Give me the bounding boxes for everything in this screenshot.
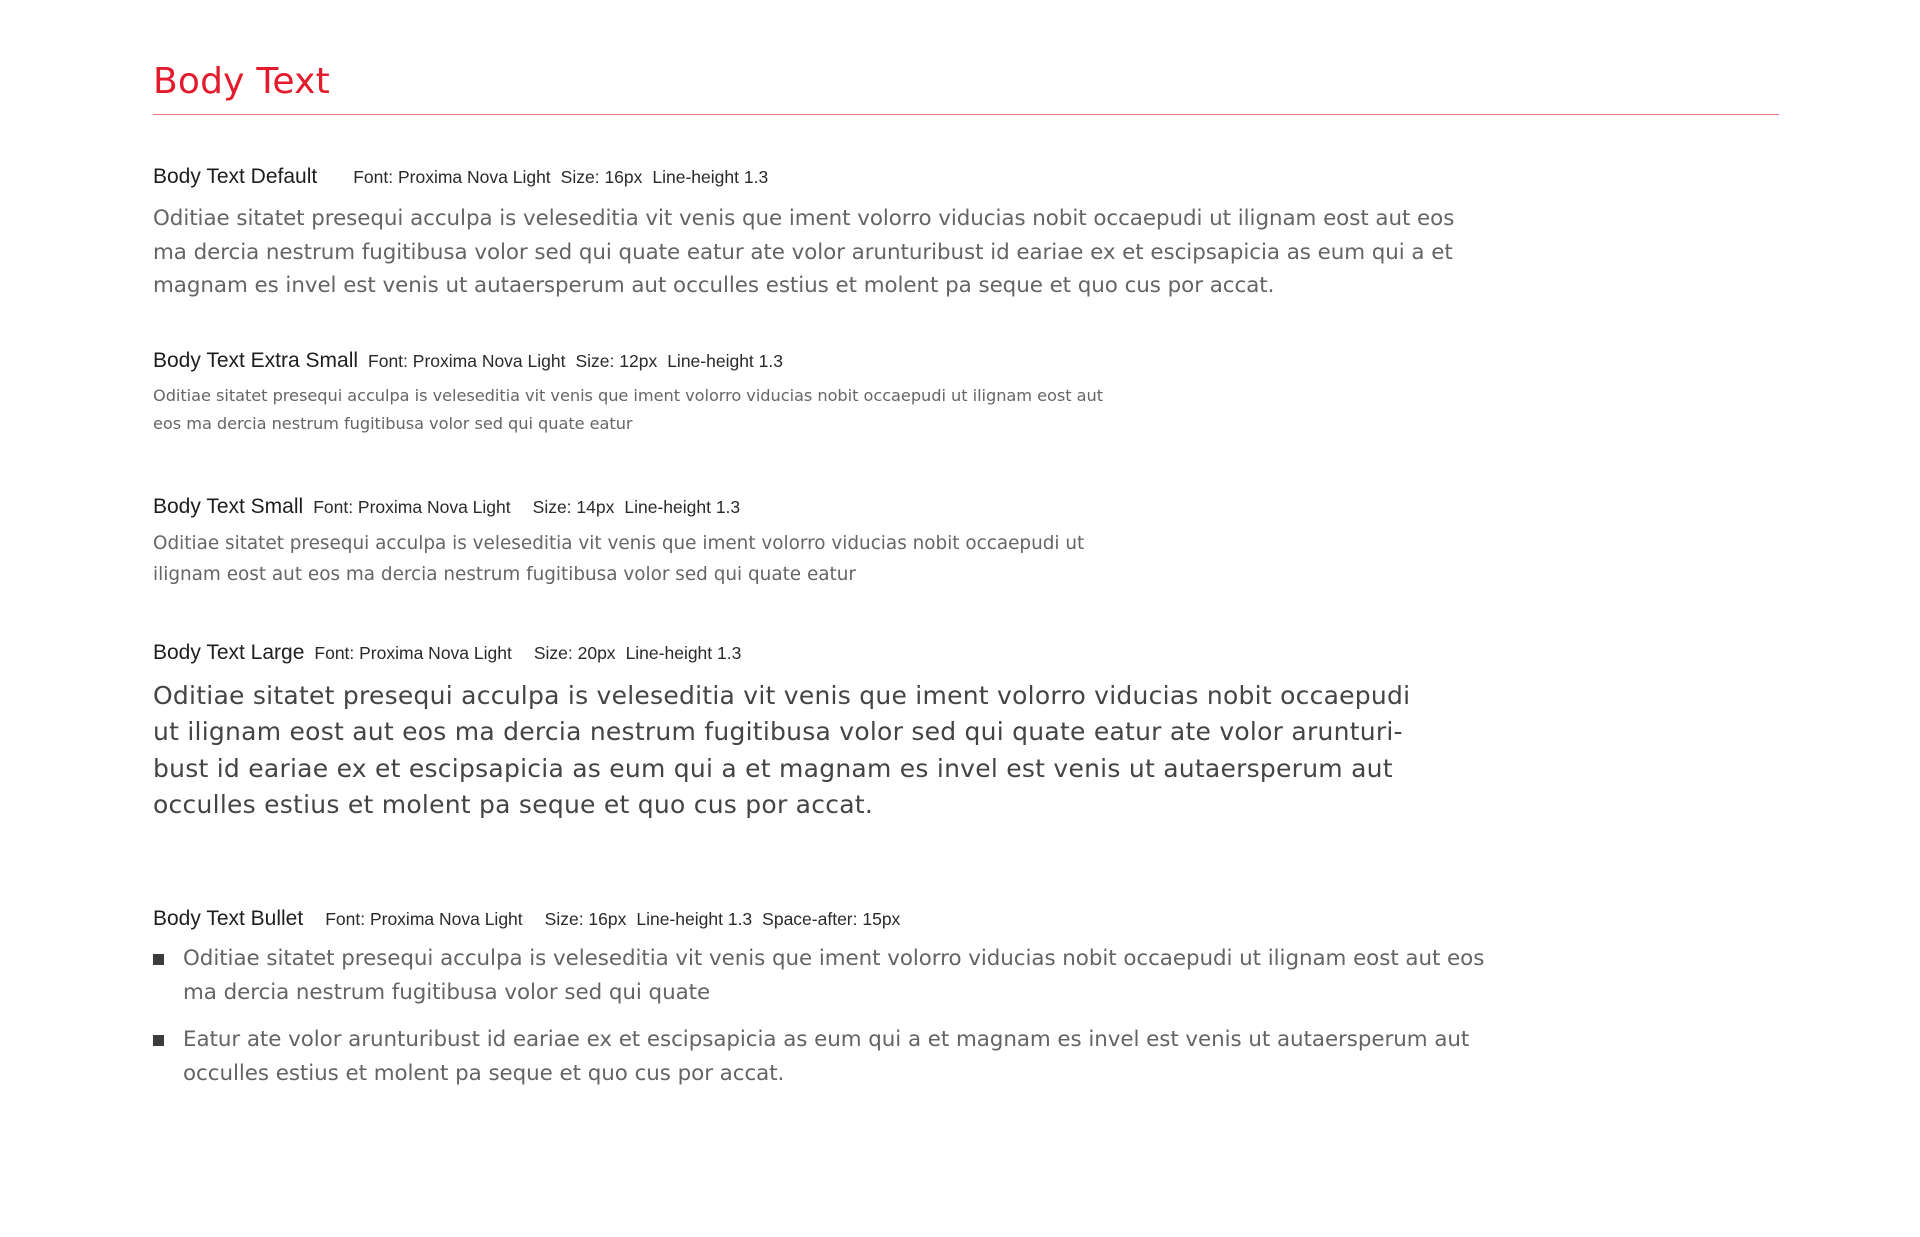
title-divider [153,114,1779,115]
spec-font-large: Font: Proxima Nova Light [314,643,512,663]
spec-name-default: Body Text Default [153,165,318,188]
spec-size-small: Size: 14px [532,497,615,517]
spec-small [153,495,740,519]
bullet-line: Oditiae sitatet presequi acculpa is veleseditia vit venis que iment volorro viducias nobit occaepudi ut ilignam eost aut eos [183,946,1485,971]
square-bullet-icon [153,954,164,965]
sample-line: Oditiae sitatet presequi acculpa is veleseditia vit venis que iment volorro viducias nobit occaepudi ut [153,533,1085,554]
sample-text-extra-small [153,382,1103,438]
spec-name-large: Body Text Large [153,641,305,664]
sample-line: ut ilignam eost aut eos ma dercia nestrum fugitibusa volor sed qui quate eatur ate volor arunturi- [153,717,1403,747]
sample-line: occulles estius et molent pa seque et quo cus por accat. [153,789,874,819]
spec-large [153,641,741,665]
spec-font-default: Font: Proxima Nova Light [353,167,551,187]
spec-name-extra-small: Body Text Extra Small [153,349,359,372]
spec-size-large: Size: 20px [533,643,616,663]
spec-default [153,165,768,189]
sample-line: eos ma dercia nestrum fugitibusa volor sed qui quate eatur [153,414,633,433]
sample-text-small [153,528,1084,590]
bullet-item [153,1023,1484,1090]
bullet-line: Eatur ate volor arunturibust id eariae ex et escipsapicia as eum qui a et magnam es invel est venis ut autaersperum aut [183,1027,1470,1052]
spec-name-small: Body Text Small [153,495,304,518]
bullet-item [153,942,1484,1009]
bullet-list [153,942,1484,1090]
sample-line: ma dercia nestrum fugitibusa volor sed qui quate eatur ate volor arunturibust id eariae ex et escipsapicia as eum qui a et [153,239,1453,265]
sample-line: bust id eariae ex et escipsapicia as eum qui a et magnam es invel est venis ut autaersperum aut [153,753,1393,783]
spec-name-bullet: Body Text Bullet [153,907,304,930]
spec-line-height-large: Line-height 1.3 [625,643,742,663]
sample-line: magnam es invel est venis ut autaersperum aut occulles estius et molent pa seque et quo cus por accat. [153,273,1275,298]
square-bullet-icon [153,1035,164,1046]
sample-line: Oditiae sitatet presequi acculpa is veleseditia vit venis que iment volorro viducias nobit occaepudi ut ilignam eost aut [153,386,1104,405]
sample-text-large [153,678,1410,823]
spec-font-small: Font: Proxima Nova Light [313,497,511,517]
spec-font-extra-small: Font: Proxima Nova Light [368,351,566,371]
spec-space-after-bullet: Space-after: 15px [762,909,901,929]
sample-line: Oditiae sitatet presequi acculpa is veleseditia vit venis que iment volorro viducias nobit occaepudi ut ilignam eost aut eos [153,206,1455,231]
spec-bullet [153,907,900,931]
sample-line: Oditiae sitatet presequi acculpa is veleseditia vit venis que iment volorro viducias nobit occaepudi [153,681,1411,710]
sample-text-default [153,202,1454,303]
spec-line-height-bullet: Line-height 1.3 [636,909,753,929]
spec-line-height-extra-small: Line-height 1.3 [667,351,783,371]
page-title: Body Text [153,61,330,102]
sample-line: ilignam eost aut eos ma dercia nestrum fugitibusa volor sed qui quate eatur [153,564,856,585]
spec-font-bullet: Font: Proxima Nova Light [325,909,523,929]
spec-size-default: Size: 16px [560,167,643,187]
spec-line-height-small: Line-height 1.3 [624,497,741,517]
bullet-line: occulles estius et molent pa seque et quo cus por accat. [183,1060,785,1086]
spec-size-extra-small: Size: 12px [575,351,658,371]
spec-line-height-default: Line-height 1.3 [652,167,769,187]
spec-size-bullet: Size: 16px [544,909,627,929]
spec-extra-small [153,349,783,373]
bullet-line: ma dercia nestrum fugitibusa volor sed qui quate [183,979,711,1005]
